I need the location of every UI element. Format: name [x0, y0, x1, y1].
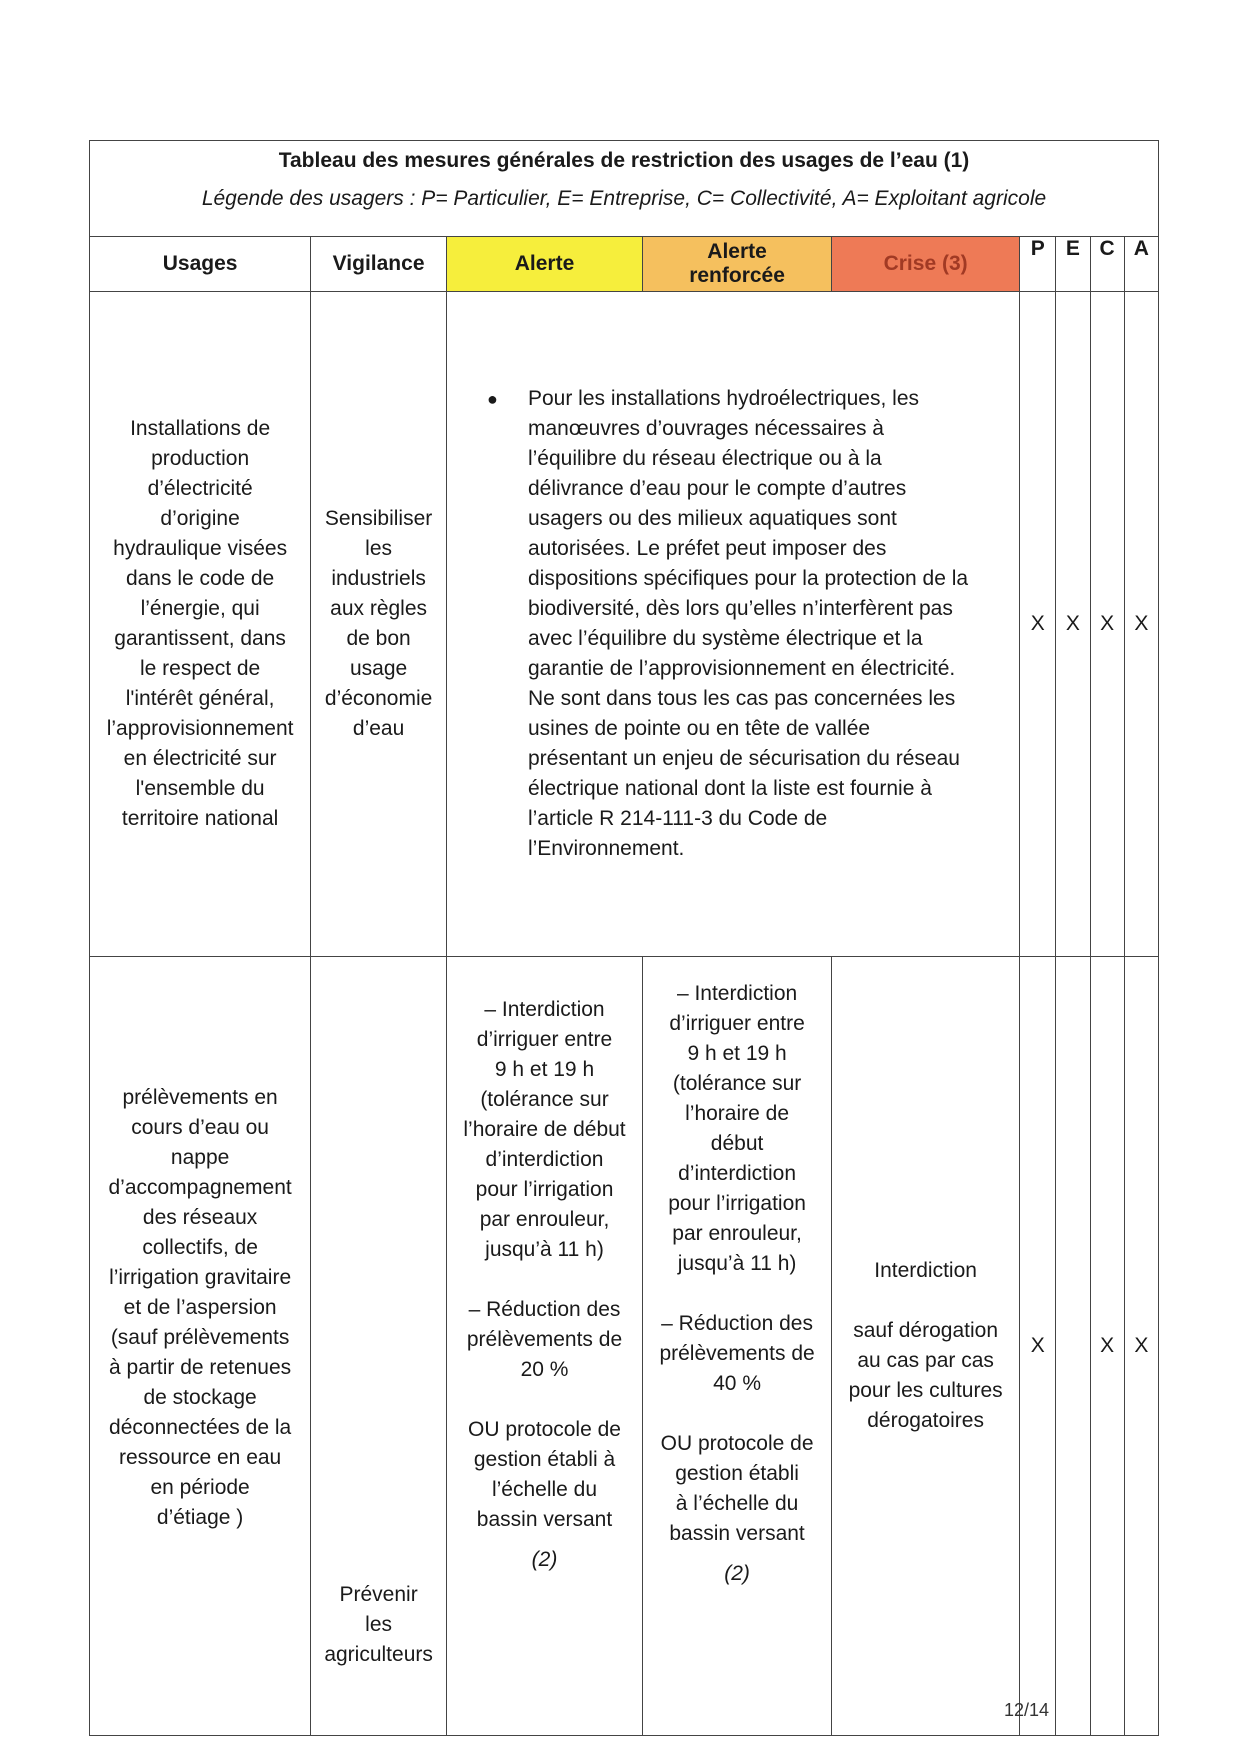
header-alerte-renforcee-label: Alerte renforcée: [689, 240, 785, 287]
table-title: Tableau des mesures générales de restriction des usages de l’eau (1): [278, 149, 970, 172]
row1-measure-text: Pour les installations hydroélectriques, les manœuvres d’ouvrages nécessaires à l’équilibre du réseau électrique ou à la délivrance d’eau pour le compte d’autres usagers ou des milieux aquatiques sont autorisées. Le préfet peut imposer des dispositions spécifiques pour la protection de la biodiversité, dès lors qu’elles n’interfèrent pas avec l’équilibre du système électrique et la garantie de l’approvisionnement en électricité. Ne sont dans tous les cas pas concernées les usines de pointe ou en tête de vallée présentant un enjeu de sécurisation du réseau électrique national dont la liste est fournie à l’article R 214-111-3 du Code de l’Environnement.: [527, 387, 969, 860]
header-c: C: [1090, 237, 1124, 292]
row2-alerte-renforcee: [643, 957, 832, 1736]
row2-p: X: [1020, 957, 1056, 1736]
table-legend: Légende des usagers : P= Particulier, E= Entreprise, C= Collectivité, A= Exploitant agricole: [201, 187, 1047, 210]
row2-c: X: [1090, 957, 1124, 1736]
header-vigilance: Vigilance: [311, 237, 447, 292]
row2-crise-text: Interdiction sauf dérogation au cas par cas pour les cultures dérogatoires: [848, 1259, 1003, 1432]
row1-p: X: [1020, 292, 1056, 957]
row2-vigilance-text: Prévenir les agriculteurs: [324, 1583, 433, 1666]
row2-alerte-renforcee-note: (2): [724, 1562, 750, 1585]
row2-a: X: [1124, 957, 1158, 1736]
header-p: P: [1020, 237, 1056, 292]
restriction-measures-table: [89, 140, 1159, 1736]
row1-a: X: [1124, 292, 1158, 957]
row2-e: [1056, 957, 1090, 1736]
header-alerte-renforcee: [643, 237, 832, 292]
row2-usage: [90, 957, 311, 1736]
row2-usage-text: prélèvements en cours d’eau ou nappe d’accompagnement des réseaux collectifs, de l’irrigation gravitaire et de l’aspersion (sauf prélèvements à partir de retenues de stockage déconnectées de la ressource en eau en période d’étiage ): [108, 1086, 292, 1529]
row1-vigilance-text: Sensibiliser les industriels aux règles de bon usage d’économie d’eau: [324, 507, 433, 740]
row2-alerte: [446, 957, 642, 1736]
page-number: 12/14: [1004, 1700, 1050, 1720]
header-e: E: [1056, 237, 1090, 292]
header-alerte: Alerte: [446, 237, 642, 292]
header-a: A: [1124, 237, 1158, 292]
bullet-icon: ●: [486, 389, 498, 409]
row2-alerte-note: (2): [531, 1548, 558, 1571]
row1-measure: [446, 292, 1019, 957]
table-row: [90, 292, 1159, 957]
table-title-cell: [90, 141, 1159, 237]
row2-crise: [832, 957, 1020, 1736]
row1-e: X: [1056, 292, 1090, 957]
header-usages: Usages: [90, 237, 311, 292]
row2-alerte-renforcee-text: – Interdiction d’irriguer entre 9 h et 19 h (tolérance sur l’horaire de début d’interdiction pour l’irrigation par enrouleur, jusqu’à 11 h) – Réduction des prélèvements de 40 % OU protocole de gestion établi à l’échelle du bassin versant: [659, 982, 815, 1545]
row2-alerte-text: – Interdiction d’irriguer entre 9 h et 19 h (tolérance sur l’horaire de début d’interdiction pour l’irrigation par enrouleur, jusqu’à 11 h) – Réduction des prélèvements de 20 % OU protocole de gestion établi à l’échelle du bassin versant: [463, 998, 626, 1531]
row2-vigilance: [311, 957, 447, 1736]
header-crise: Crise (3): [832, 237, 1020, 292]
table-row: [90, 957, 1159, 1736]
row1-usage: [90, 292, 311, 957]
row1-usage-text: Installations de production d’électricité d’origine hydraulique visées dans le code de l’énergie, qui garantissent, dans le respect de l'intérêt général, l’approvisionnement en électricité sur l'ensemble du territoire national: [106, 417, 294, 830]
row1-c: X: [1090, 292, 1124, 957]
row1-vigilance: [311, 292, 447, 957]
